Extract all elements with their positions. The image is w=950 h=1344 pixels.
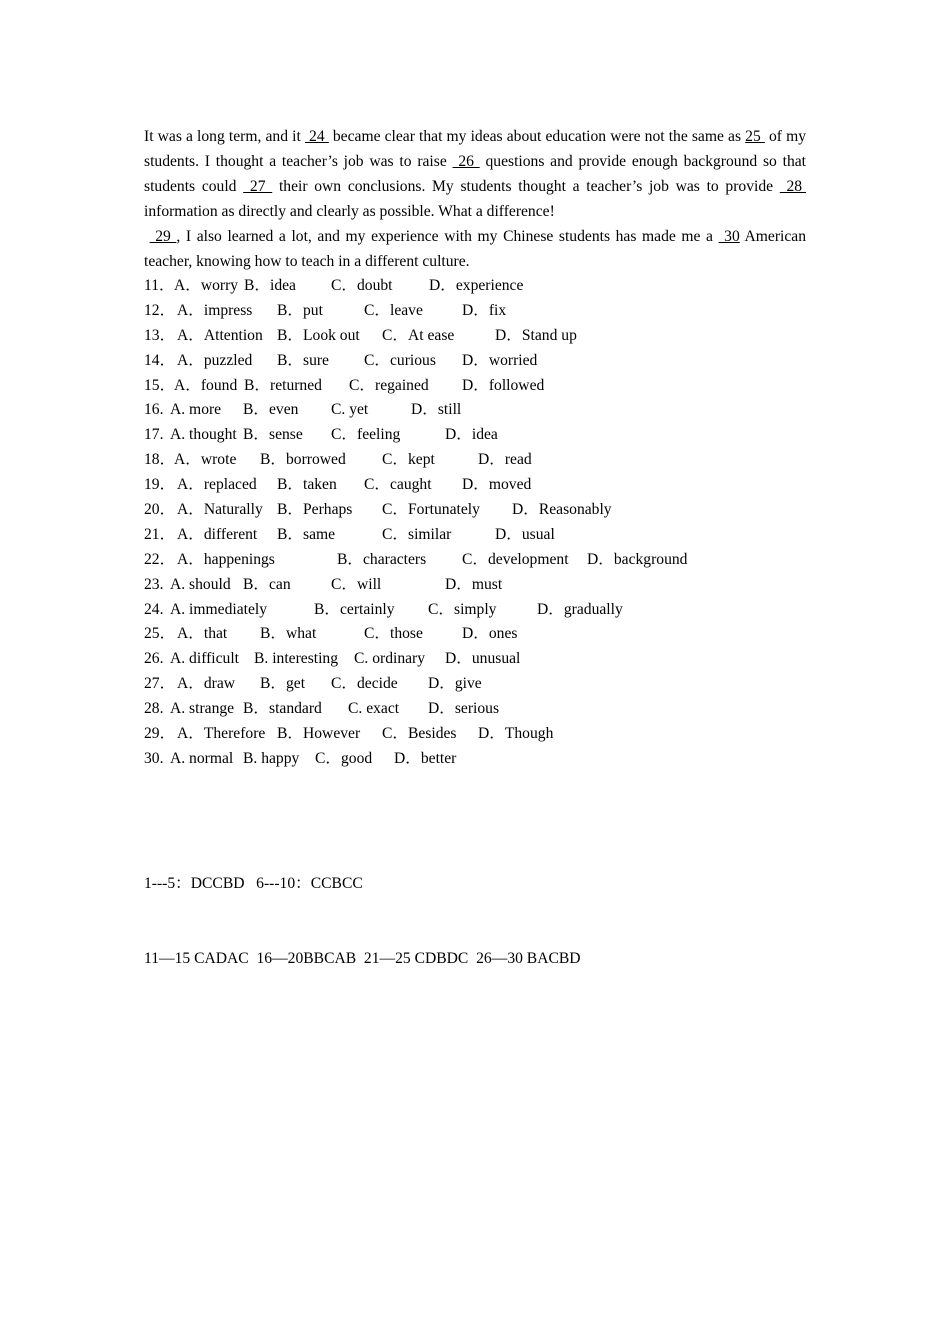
question-row [144, 473, 824, 498]
question-row [144, 299, 824, 324]
option-d: D．fix [462, 301, 507, 319]
option-d: D．give [428, 675, 482, 693]
question-number: 12． [144, 301, 176, 319]
passage-text: became clear that my ideas about education were not the same as [328, 128, 746, 145]
question-number: 20． [144, 501, 176, 519]
answer-line-1: 1---5：DCCBD 6---10：CCBCC [144, 875, 363, 892]
option-c: C．curious [364, 351, 436, 369]
question-number: 21． [144, 525, 176, 543]
option-d: D．Though [478, 725, 554, 743]
option-d: D．still [411, 401, 462, 419]
option-c: C．Fortunately [382, 501, 480, 519]
question-row [144, 747, 824, 772]
option-c: C．kept [382, 451, 435, 469]
option-c: C．feeling [331, 426, 401, 444]
question-number: 28. [144, 700, 164, 718]
option-a: A．Naturally [177, 501, 263, 519]
question-number: 15． [144, 376, 176, 394]
question-row [144, 622, 824, 647]
option-b: B．sense [243, 426, 303, 444]
option-b: B．borrowed [260, 451, 346, 469]
blank-26: 26 [452, 153, 480, 170]
question-row [144, 324, 824, 349]
passage [144, 124, 806, 274]
option-c: C．development [462, 550, 569, 568]
option-d: D．Reasonably [512, 501, 612, 519]
option-c: C．caught [364, 476, 432, 494]
option-c: C．similar [382, 525, 452, 543]
option-b: B．idea [244, 277, 296, 294]
option-c: C．those [364, 625, 423, 643]
passage-paragraph-2 [144, 224, 806, 274]
option-b: B．can [243, 575, 291, 593]
option-a: A. thought [170, 426, 237, 444]
option-c: C．At ease [382, 326, 455, 344]
passage-text: information as directly and clearly as possible. What a difference! [144, 203, 555, 220]
option-d: D．ones [462, 625, 518, 643]
option-c: C．doubt [331, 277, 393, 294]
question-row [144, 374, 824, 399]
question-row [144, 672, 824, 697]
option-a: A．replaced [177, 476, 257, 494]
option-a: A．found [174, 376, 238, 394]
option-a: A. should [170, 575, 231, 593]
passage-text: of my students. I thought a teacher’s job was to raise [144, 128, 807, 170]
answer-line-2: 11—15 CADAC 16—20BBCAB 21—25 CDBDC 26—30 BACBD [144, 950, 581, 967]
option-c: C．decide [331, 675, 398, 693]
question-row [144, 722, 824, 747]
question-row [144, 523, 824, 548]
option-b: B. interesting [254, 650, 339, 668]
question-number: 11． [144, 277, 175, 294]
option-d: D．serious [428, 700, 500, 718]
option-b: B. happy [243, 749, 300, 767]
option-b: B．taken [277, 476, 337, 494]
question-number: 29． [144, 725, 176, 743]
option-d: D．unusual [445, 650, 521, 668]
option-b: B．same [277, 525, 336, 543]
option-c: C．will [331, 575, 382, 593]
option-a: A．worry [174, 277, 239, 294]
option-b: B．characters [337, 550, 427, 568]
option-a: A．draw [177, 675, 236, 693]
blank-24: 24 [304, 128, 329, 145]
question-number: 13． [144, 326, 176, 344]
question-number: 19． [144, 476, 176, 494]
question-number: 22． [144, 550, 176, 568]
option-a: A．different [177, 525, 258, 543]
passage-text: , I also learned a lot, and my experience with my Chinese students has made me a [176, 228, 719, 245]
question-number: 17. [144, 426, 164, 444]
blank-30: 30 [718, 228, 740, 245]
option-b: B．standard [243, 700, 322, 718]
question-number: 16. [144, 401, 164, 419]
question-row [144, 573, 824, 598]
option-a: A. difficult [170, 650, 240, 668]
option-b: B．sure [277, 351, 329, 369]
answer-key [144, 821, 581, 1021]
option-b: B．what [260, 625, 317, 643]
option-a: A．that [177, 625, 228, 643]
option-a: A．impress [177, 301, 253, 319]
blank-25: 25 [745, 128, 765, 145]
option-a: A. immediately [170, 600, 268, 618]
passage-paragraph-1 [144, 124, 806, 224]
option-c: C. exact [348, 700, 400, 718]
option-d: D．read [478, 451, 532, 469]
blank-29: 29 [149, 228, 177, 245]
passage-text: questions and provide enough background so that students could [144, 153, 806, 195]
option-c: C．Besides [382, 725, 457, 743]
option-b: B．certainly [314, 600, 395, 618]
option-d: D．usual [495, 525, 555, 543]
option-d: D．experience [429, 277, 524, 294]
passage-text: It was a long term, and it [144, 128, 305, 145]
option-b: B．even [243, 401, 299, 419]
option-c: C．simply [428, 600, 497, 618]
option-a: A. normal [170, 749, 234, 767]
option-b: B．get [260, 675, 306, 693]
blank-27: 27 [243, 178, 273, 195]
question-row [144, 423, 824, 448]
question-row [144, 448, 824, 473]
option-b: B．Perhaps [277, 501, 353, 519]
option-d: D．moved [462, 476, 532, 494]
option-d: D．gradually [537, 600, 623, 618]
option-a: A．Attention [177, 326, 263, 344]
option-d: D．better [394, 749, 457, 767]
question-row [144, 697, 824, 722]
question-number: 14． [144, 351, 176, 369]
option-c: C. ordinary [354, 650, 426, 668]
question-number: 25． [144, 625, 176, 643]
option-d: D．must [445, 575, 503, 593]
option-a: A．wrote [174, 451, 237, 469]
question-row [144, 398, 824, 423]
option-b: B．Look out [277, 326, 360, 344]
option-d: D．worried [462, 351, 538, 369]
question-row [144, 498, 824, 523]
question-number: 23. [144, 575, 164, 593]
option-c: C．leave [364, 301, 423, 319]
question-number: 24. [144, 600, 164, 618]
option-b: B．put [277, 301, 323, 319]
question-number: 26. [144, 650, 164, 668]
question-row [144, 548, 824, 573]
option-a: A．Therefore [177, 725, 266, 743]
option-c: C. yet [331, 401, 369, 419]
option-b: B．returned [244, 376, 322, 394]
option-b: B．However [277, 725, 361, 743]
option-a: A. strange [170, 700, 235, 718]
question-number: 30. [144, 749, 164, 767]
question-options-list [144, 274, 824, 772]
option-d: D．idea [445, 426, 498, 444]
option-c: C．regained [349, 376, 429, 394]
option-d: D．followed [462, 376, 545, 394]
option-c: C．good [315, 749, 373, 767]
passage-text: their own conclusions. My students thought a teacher’s job was to provide [272, 178, 780, 195]
question-row [144, 349, 824, 374]
option-d: D．Stand up [495, 326, 577, 344]
question-row [144, 647, 824, 672]
option-d: D．background [587, 550, 688, 568]
question-row [144, 274, 824, 299]
question-number: 18． [144, 451, 176, 469]
question-row [144, 598, 824, 623]
option-a: A．puzzled [177, 351, 253, 369]
option-a: A．happenings [177, 550, 275, 568]
option-a: A. more [170, 401, 222, 419]
blank-28: 28 [779, 178, 807, 195]
question-number: 27． [144, 675, 176, 693]
passage-text: American teacher, knowing how to teach in a different culture. [144, 228, 807, 270]
